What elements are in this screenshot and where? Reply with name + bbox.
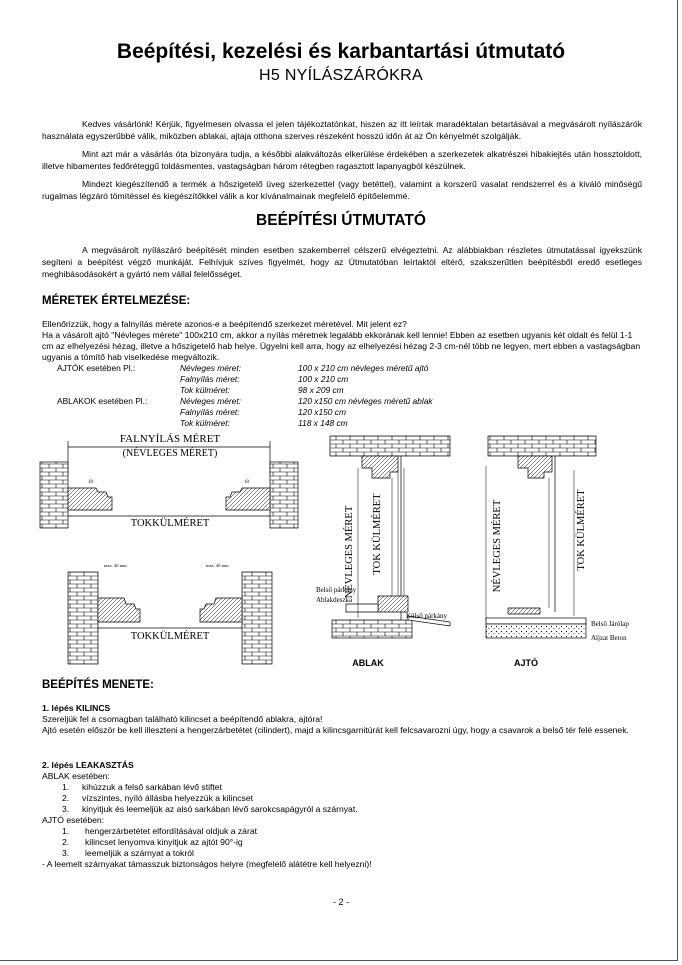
dim-label: 10: [88, 480, 93, 485]
wall-right: [270, 462, 298, 528]
dim-max-label: max. 40 mm: [104, 563, 127, 568]
tok-kulmeret-vertical: TOK KÜLMÉRET: [372, 493, 383, 575]
wall-right: [242, 572, 272, 664]
kulso-parkany-label: Külső párkány: [406, 612, 448, 620]
step2-title: 2. lépés LEAKASZTÁS: [42, 760, 134, 770]
spec-key: Tok külméret:: [180, 418, 230, 428]
page-subtitle: H5 NYÍLÁSZÁRÓKRA: [259, 67, 423, 84]
list-item: 2. kilincset lenyomva kinyitjuk az ajtót 90°-ig: [62, 837, 243, 847]
list-item: 1. hengerzárbetétet elfordításával oldjuk a zárat: [62, 826, 257, 836]
door-section: [486, 436, 629, 668]
spec-value: 120 x150 cm névleges méretű ablak: [298, 396, 433, 406]
frame-profile-right: [200, 598, 242, 622]
intro-paragraph-3: Mindezt kiegészítendő a termék a hőszigetelő üveg szerkezettel (vagy betéttel), valamint a korszerű vasalat rendszerrel és a kiváló minőségű rugalmas légzáró tömítéssel és kiegészítőkkel válik a kor kívánalmainak megfelelő építőelemmé.: [42, 179, 642, 201]
install-heading: BEÉPÍTÉSI ÚTMUTATÓ: [256, 212, 426, 229]
spec-key: Tok külméret:: [180, 385, 230, 395]
ablakdeszka-label: Ablakdeszka: [316, 596, 353, 604]
spec-value: 100 x 210 cm névleges méretű ajtó: [298, 363, 429, 373]
dim-max-label: max. 40 mm: [206, 563, 229, 568]
ajto-label: AJTÓ esetében:: [42, 815, 105, 825]
ablak-steps: [62, 782, 622, 815]
step1-line-2: Ajtó esetén először be kell illeszteni a hengerzárbetétet (cilindert), majd a kilincsgarnitúrát kell felcsavarozni úgy, hogy a csavarok a belső tér felé essenek.: [42, 725, 629, 735]
nevleges-meret-vertical: NÉVLEGES MÉRET: [344, 505, 355, 599]
step1-title: 1. lépés KILINCS: [42, 703, 111, 713]
list-item: 2. vízszintes, nyíló állásba helyezzük a kilincset: [62, 793, 253, 803]
intro-paragraph-1: Kedves vásárlónk! Kérjük, figyelmesen olvassa el jelen tájékoztatónkat, hiszen az itt leírtak maradéktalan betartásával a megvásárolt nyílászárók használata egyszerűbbé válik, miközben ablakai, ajtaja otthona szerves részeként hosszú időn át az Ön kényelmét szolgálják.: [42, 119, 642, 141]
belso-parkany-label: Belső párkány: [316, 586, 357, 594]
tokkulmeret-label: TOKKÜLMÉRET: [130, 518, 210, 529]
nevleges-paren-label: (NÉVLEGES MÉRET): [122, 448, 218, 459]
frame-profile-right: [226, 488, 270, 510]
plan-view-top: [40, 433, 298, 529]
list-item: 1. kihúzzuk a felső sarkában lévő stiftet: [62, 782, 222, 792]
tok-kulmeret-vertical: TOK KÜLMÉRET: [576, 489, 587, 571]
tokkulmeret-label: TOKKÜLMÉRET: [130, 631, 210, 642]
list-item: 3. kinyitjuk és leemeljük az alsó sarkában lévő sarokcsapágyról a szárnyat.: [62, 804, 358, 814]
belso-jarolap-label: Belső Járólap: [591, 620, 629, 628]
ablak-label: ABLAK esetében:: [42, 771, 110, 781]
falnyilas-label: FALNYÍLÁS MÉRET: [119, 433, 221, 445]
spec-value: 118 x 148 cm: [298, 418, 348, 428]
nevleges-meret-vertical: NÉVLEGES MÉRET: [492, 499, 503, 593]
wall-left: [40, 462, 68, 528]
spec-value: 100 x 210 cm: [298, 374, 349, 384]
plan-view-bottom: [68, 563, 272, 664]
spec-value: 98 x 209 cm: [298, 385, 344, 395]
ajtok-label: AJTÓK esetében Pl.:: [57, 363, 136, 373]
window-section: [316, 436, 450, 668]
aljzat-beton-label: Aljzat Beton: [591, 634, 627, 642]
sizes-heading: MÉRETEK ÉRTELMEZÉSE:: [42, 295, 191, 307]
page-title: Beépítési, kezelési és karbantartási útmutató: [116, 40, 566, 63]
menete-heading: BEÉPÍTÉS MENETE:: [42, 679, 154, 691]
sizes-line-1: Ellenőrizzük, hogy a falnyílás mérete azonos-e a beépítendő szerkezet méretével. Mit jelent ez?: [42, 319, 407, 329]
spec-key: Falnyílás méret:: [180, 407, 240, 417]
dim-label: 10: [244, 480, 249, 485]
ablakok-label: ABLAKOK esetében Pl.:: [57, 396, 148, 406]
wall-left: [68, 572, 98, 664]
spec-key: Névleges méret:: [180, 363, 241, 373]
frame-profile-left: [98, 598, 140, 622]
ablak-caption: ABLAK: [352, 658, 384, 668]
sizes-line-2: Ha a vásárolt ajtó "Névleges mérete" 100x210 cm, akkor a nyílás méretnek legalább ekkorának kell lennie! Ebben az esetben ugyanis két oldalt és felül 1-1 cm az elhelyezési hézag, illetve a hőszigetelő hab helye. Ügyelni kell arra, hogy az elhelyezési hézag 2-3 cm-nél több ne legyen, mert ebben a vastagságban ugyanis a tömítő hab viselkedése megváltozik.: [42, 330, 641, 362]
ajto-caption: AJTÓ: [513, 658, 539, 668]
intro-paragraph-2: Mint azt már a vásárlás óta bizonyára tudja, a későbbi alakváltozás elkerülése érdekében a szerkezetek alkatrészei hibakiejtés után hossztoldott, illetve hibamentes fedőréteggű toldásmentes, vastagságban három rétegben ragasztott lapanyagból készülnek.: [42, 149, 642, 171]
spec-value: 120 x150 cm: [298, 407, 346, 417]
step1-line-1: Szereljük fel a csomagban található kilincset a beépítendő ablakra, ajtóra!: [42, 714, 323, 724]
spec-key: Névleges méret:: [180, 396, 241, 406]
page-number: - 2 -: [332, 897, 349, 907]
install-paragraph: A megvásárolt nyílászáró beépítését minden esetben szakemberrel célszerű elvégeztetni. Az alábbiakban részletes útmutatással igyekszünk segíteni a beépítést végző munkáját. Felhívjuk szíves figyelmét, hogy az Útmutatóban leírtaktól eltérő, szakszerűtlen beépítésből eredő esetleges meghibásodásokért a gyártó nem vállal felelősséget.: [42, 245, 642, 279]
ajto-steps: [62, 826, 622, 859]
leemelt-note: - A leemelt szárnyakat támasszuk biztonságos helyre (megfelelő alátétre kell helyezni)!: [42, 859, 372, 869]
spec-key: Falnyílás méret:: [180, 374, 240, 384]
frame-profile-left: [68, 488, 112, 510]
list-item: 3. leemeljük a szárnyat a tokról: [62, 848, 194, 858]
